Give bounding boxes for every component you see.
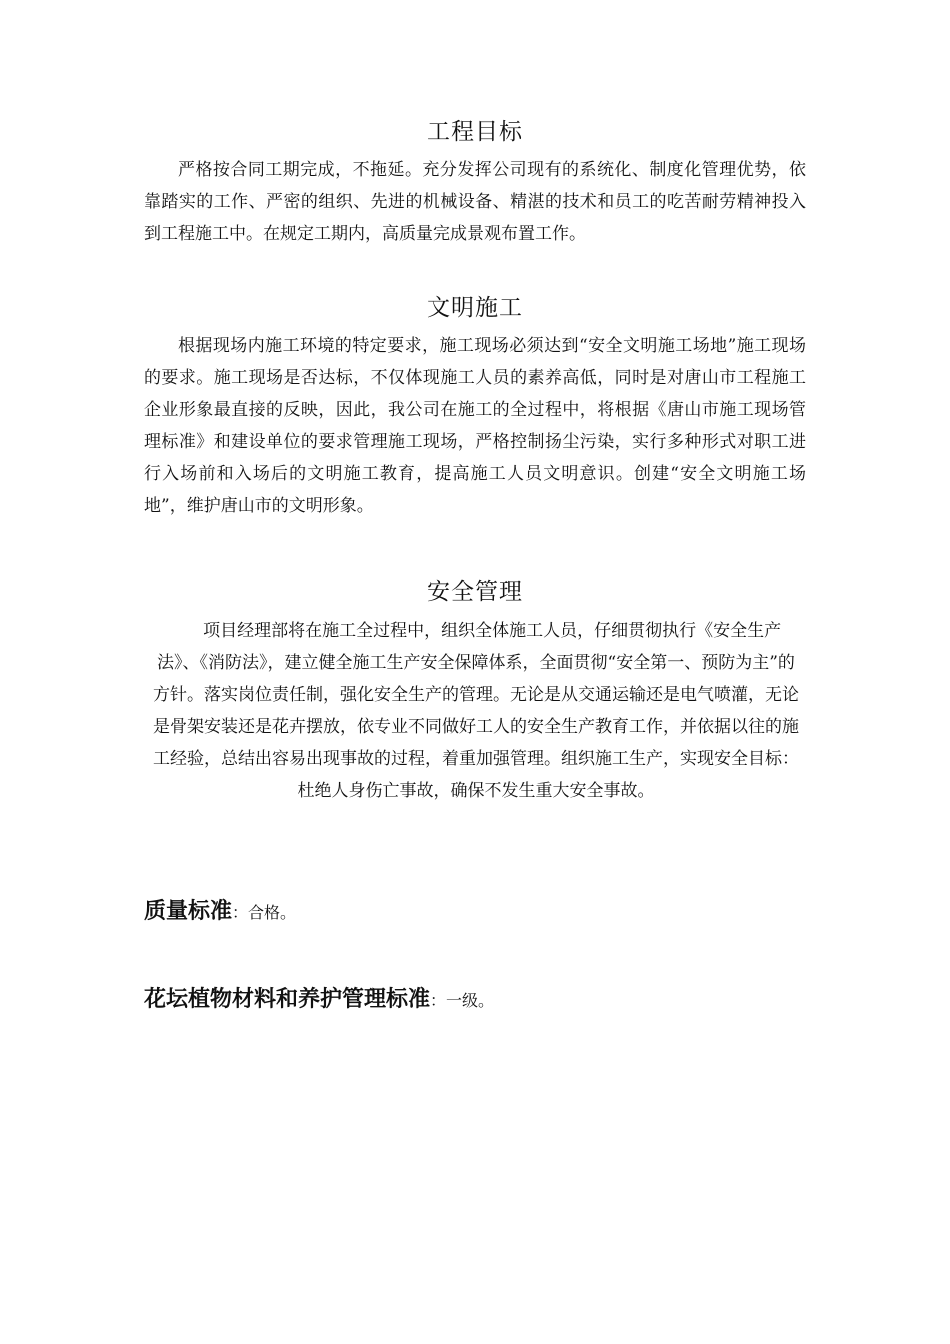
section-safety-management: [144, 577, 806, 807]
section-body: 根据现场内施工环境的特定要求，施工现场必须达到“安全文明施工场地”施工现场的要求。施工现场是否达标，不仅体现施工人员的素养高低，同时是对唐山市工程施工企业形象最直接的反映，因此，我公司在施工的全过程中，将根据《唐山市施工现场管理标准》和建设单位的要求管理施工现场，严格控制扬尘污染，实行多种形式对职工进行入场前和入场后的文明施工教育，提高施工人员文明意识。创建“安全文明施工场地”，维护唐山市的文明形象。: [144, 336, 806, 516]
section-title: 文明施工: [427, 295, 523, 321]
plant-maintenance-standard-line: [144, 982, 806, 1013]
plant-maintenance-standard-label: 花坛植物材料和养护管理标准: [144, 987, 431, 1012]
quality-standard-value: 合格。: [248, 903, 297, 922]
section-title: 安全管理: [427, 579, 523, 605]
quality-standard-line: [144, 894, 806, 925]
section-body: 严格按合同工期完成，不拖延。充分发挥公司现有的系统化、制度化管理优势，依靠踏实的工作、严密的组织、先进的机械设备、精湛的技术和员工的吃苦耐劳精神投入到工程施工中。在规定工期内，高质量完成景观布置工作。: [144, 160, 806, 244]
section-body: 项目经理部将在施工全过程中，组织全体施工人员，仔细贯彻执行《安全生产法》、《消防法》，建立健全施工生产安全保障体系，全面贯彻“安全第一、预防为主”的方针。落实岗位责任制，强化安全生产的管理。无论是从交通运输还是电气喷灌，无论是骨架安装还是花卉摆放，依专业不同做好工人的安全生产教育工作，并依据以往的施工经验，总结出容易出现事故的过程，着重加强管理。组织施工生产，实现安全目标：杜绝人身伤亡事故，确保不发生重大安全事故。: [153, 621, 799, 801]
quality-standard-separator: ：: [232, 903, 249, 922]
plant-maintenance-standard-value: 一级。: [446, 991, 495, 1010]
section-civilized-construction: [144, 293, 806, 522]
plant-maintenance-standard-separator: ：: [430, 991, 447, 1010]
quality-standard-label: 质量标准: [144, 899, 233, 924]
section-title: 工程目标: [427, 119, 523, 145]
section-project-goal: [144, 117, 806, 250]
